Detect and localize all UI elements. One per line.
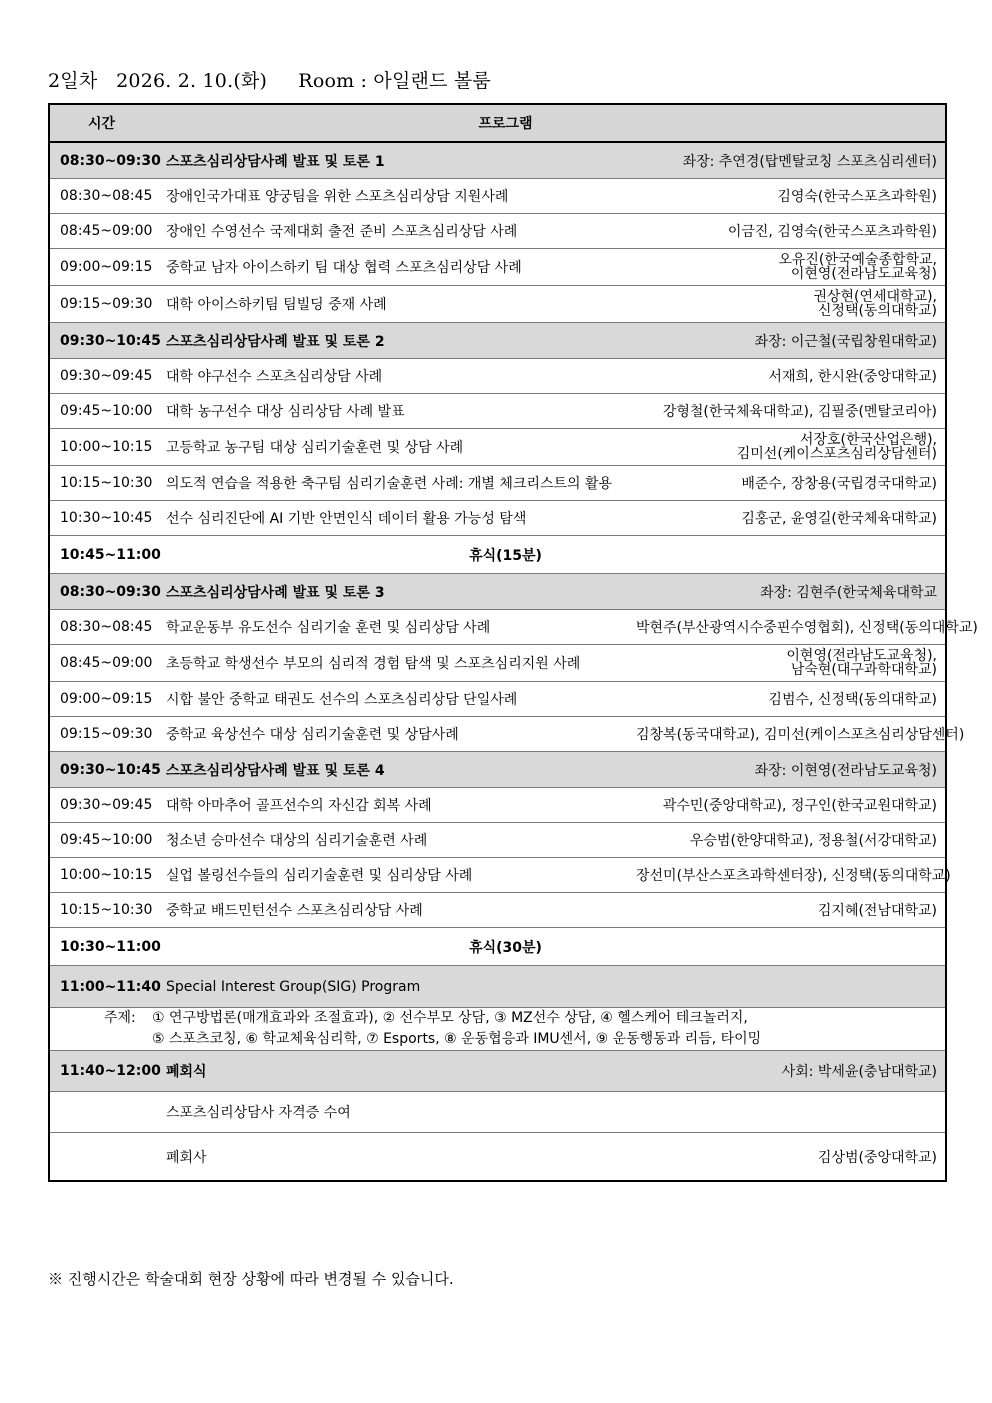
session-chair: 좌장: 김현주(한국체육대학교 [626, 574, 946, 610]
break-time: 10:45~11:00 [49, 536, 156, 574]
presentation-row [49, 717, 946, 752]
presentation-authors: 곽수민(중앙대학교), 정구인(한국교원대학교) [626, 788, 946, 823]
author-line: 오유진(한국예술종합학교, [778, 252, 938, 268]
presentation-time: 09:15~09:30 [49, 286, 156, 323]
presentation-time: 10:15~10:30 [49, 466, 156, 501]
sig-topics-row [49, 1008, 946, 1051]
session-header-row [49, 574, 946, 610]
presentation-time: 09:45~10:00 [49, 823, 156, 858]
presentation-title: 시합 불안 중학교 태권도 선수의 스포츠심리상담 단일사례 [156, 682, 626, 717]
author-line: 이현영(전라남도교육청), [786, 648, 938, 664]
presentation-row [49, 610, 946, 645]
closing-item-certificate: 스포츠심리상담사 자격증 수여 [156, 1092, 946, 1133]
closing-item-spacer [49, 1092, 156, 1133]
session-time: 08:30~09:30 [49, 142, 156, 179]
author-line: 남숙현(대구과학대학교) [790, 662, 938, 678]
presentation-time: 08:30~08:45 [49, 179, 156, 214]
session-time: 08:30~09:30 [49, 574, 156, 610]
presentation-title: 대학 아마추어 골프선수의 자신감 회복 사례 [156, 788, 626, 823]
presentation-row [49, 359, 946, 394]
presentation-time: 09:45~10:00 [49, 394, 156, 429]
session-title: 스포츠심리상담사례 발표 및 토론 2 [156, 323, 626, 359]
presentation-authors: 박현주(부산광역시수중핀수영협회), 신정택(동의대학교) [626, 610, 946, 645]
presentation-time: 08:45~09:00 [49, 214, 156, 249]
presentation-time: 09:30~09:45 [49, 359, 156, 394]
closing-item-spacer [49, 1133, 156, 1182]
session-header-row [49, 752, 946, 788]
program-header: 프로그램 [156, 104, 946, 142]
presentation-authors: 우승범(한양대학교), 정용철(서강대학교) [626, 823, 946, 858]
presentation-title: 대학 아이스하키팀 팀빌딩 중재 사례 [156, 286, 626, 323]
session-chair: 좌장: 이현영(전라남도교육청) [626, 752, 946, 788]
presentation-row [49, 249, 946, 286]
presentation-authors: 김홍군, 윤영길(한국체육대학교) [626, 501, 946, 536]
footnote: ※ 진행시간은 학술대회 현장 상황에 따라 변경될 수 있습니다. [48, 1270, 454, 1288]
sig-topics-wrap [74, 1008, 937, 1050]
session-time: 09:30~10:45 [49, 323, 156, 359]
presentation-row [49, 682, 946, 717]
presentation-row [49, 179, 946, 214]
break-label: 휴식(15분) [156, 536, 946, 574]
presentation-authors: 서재희, 한시완(중앙대학교) [626, 359, 946, 394]
presentation-row [49, 214, 946, 249]
presentation-title: 초등학교 학생선수 부모의 심리적 경험 탐색 및 스포츠심리지원 사례 [156, 645, 626, 682]
author-line: 이현영(전라남도교육청) [790, 266, 938, 282]
presentation-row [49, 893, 946, 928]
closing-title: 폐회식 [156, 1051, 626, 1092]
presentation-title: 대학 농구선수 대상 심리상담 사례 발표 [156, 394, 626, 429]
presentation-row [49, 788, 946, 823]
presentation-time: 10:00~10:15 [49, 429, 156, 466]
presentation-authors: 김범수, 신정택(동의대학교) [626, 682, 946, 717]
presentation-title: 청소년 승마선수 대상의 심리기술훈련 사례 [156, 823, 626, 858]
presentation-row [49, 286, 946, 323]
presentation-title: 학교운동부 유도선수 심리기술 훈련 및 심리상담 사례 [156, 610, 626, 645]
presentation-time: 09:00~09:15 [49, 249, 156, 286]
presentation-authors: 김지혜(전남대학교) [626, 893, 946, 928]
session-time: 09:30~10:45 [49, 752, 156, 788]
presentation-time: 10:00~10:15 [49, 858, 156, 893]
presentation-time: 08:30~08:45 [49, 610, 156, 645]
closing-item-remarks: 폐회사 [156, 1133, 626, 1182]
sig-topic-label: 주제: [104, 1010, 136, 1026]
presentation-time: 09:30~09:45 [49, 788, 156, 823]
presentation-authors: 배준수, 장창용(국립경국대학교) [626, 466, 946, 501]
sig-topic-line: ① 연구방법론(매개효과와 조절효과), ② 선수부모 상담, ③ MZ선수 상담, ④ 헬스케어 테크놀러지, [152, 1010, 748, 1026]
session-title: 스포츠심리상담사례 발표 및 토론 4 [156, 752, 626, 788]
closing-time: 11:40~12:00 [49, 1051, 156, 1092]
sig-row [49, 966, 946, 1008]
schedule-table [48, 103, 978, 1182]
schedule-body [49, 104, 978, 1181]
presentation-title: 장애인 수영선수 국제대회 출전 준비 스포츠심리상담 사례 [156, 214, 626, 249]
session-header-row [49, 323, 946, 359]
presentation-time: 09:00~09:15 [49, 682, 156, 717]
presentation-time: 08:45~09:00 [49, 645, 156, 682]
closing-host: 사회: 박세윤(충남대학교) [626, 1051, 946, 1092]
presentation-row [49, 429, 946, 466]
session-chair: 좌장: 이근철(국립창원대학교) [626, 323, 946, 359]
presentation-authors: 장선미(부산스포츠과학센터장), 신정택(동의대학교) [626, 858, 946, 893]
closing-item-row [49, 1133, 946, 1182]
session-title: 스포츠심리상담사례 발표 및 토론 3 [156, 574, 626, 610]
presentation-row [49, 394, 946, 429]
closing-item-row [49, 1092, 946, 1133]
author-line: 김미선(케이스포츠심리상담센터) [736, 446, 938, 462]
session-title: 스포츠심리상담사례 발표 및 토론 1 [156, 142, 626, 179]
presentation-authors: 김영숙(한국스포츠과학원) [626, 179, 946, 214]
presentation-row [49, 823, 946, 858]
presentation-authors [626, 249, 946, 286]
presentation-time: 10:30~10:45 [49, 501, 156, 536]
sig-topic-lines [152, 1008, 761, 1050]
sig-topic-line: ⑤ 스포츠코칭, ⑥ 학교체육심리학, ⑦ Esports, ⑧ 운동협응과 IMU센서, ⑨ 운동행동과 리듬, 타이밍 [152, 1031, 762, 1047]
presentation-row [49, 501, 946, 536]
sig-topics [104, 1008, 946, 1051]
presentation-title: 중학교 육상선수 대상 심리기술훈련 및 상담사례 [156, 717, 626, 752]
break-time: 10:30~11:00 [49, 928, 156, 966]
closing-header-row [49, 1051, 946, 1092]
presentation-title: 대학 야구선수 스포츠심리상담 사례 [156, 359, 626, 394]
presentation-authors: 강형철(한국체육대학교), 김필중(멘탈코리아) [626, 394, 946, 429]
presentation-row [49, 645, 946, 682]
presentation-row [49, 466, 946, 501]
author-line: 권상현(연세대학교), [813, 289, 938, 305]
presentation-title: 실업 볼링선수들의 심리기술훈련 및 심리상담 사례 [156, 858, 626, 893]
author-line: 서장호(한국산업은행), [799, 432, 938, 448]
presentation-title: 고등학교 농구팀 대상 심리기술훈련 및 상담 사례 [156, 429, 626, 466]
break-row [49, 536, 946, 574]
presentation-title: 선수 심리진단에 AI 기반 안면인식 데이터 활용 가능성 탐색 [156, 501, 626, 536]
presentation-authors: 이금진, 김영숙(한국스포츠과학원) [626, 214, 946, 249]
presentation-title: 장애인국가대표 양궁팀을 위한 스포츠심리상담 지원사례 [156, 179, 626, 214]
presentation-authors [626, 286, 946, 323]
presentation-authors: 김창복(동국대학교), 김미선(케이스포츠심리상담센터) [626, 717, 946, 752]
presentation-title: 의도적 연습을 적용한 축구팀 심리기술훈련 사례: 개별 체크리스트의 활용 [156, 466, 626, 501]
presentation-row [49, 858, 946, 893]
presentation-authors [626, 429, 946, 466]
session-header-row [49, 142, 946, 179]
presentation-title: 중학교 남자 아이스하키 팀 대상 협력 스포츠심리상담 사례 [156, 249, 626, 286]
presentation-title: 중학교 배드민턴선수 스포츠심리상담 사례 [156, 893, 626, 928]
page-title: 2일차 2026. 2. 10.(화) Room : 아일랜드 볼룸 [48, 70, 491, 92]
sig-time: 11:00~11:40 [49, 966, 156, 1008]
author-line: 신정택(동의대학교) [817, 303, 938, 319]
sig-title: Special Interest Group(SIG) Program [156, 966, 946, 1008]
break-row [49, 928, 946, 966]
break-label: 휴식(30분) [156, 928, 946, 966]
closing-remarks-person: 김상범(중앙대학교) [626, 1133, 946, 1182]
presentation-time: 09:15~09:30 [49, 717, 156, 752]
table-header [49, 104, 946, 142]
presentation-authors [626, 645, 946, 682]
time-header: 시간 [49, 104, 156, 142]
session-chair: 좌장: 추연경(탑멘탈코칭 스포츠심리센터) [626, 142, 946, 179]
presentation-time: 10:15~10:30 [49, 893, 156, 928]
